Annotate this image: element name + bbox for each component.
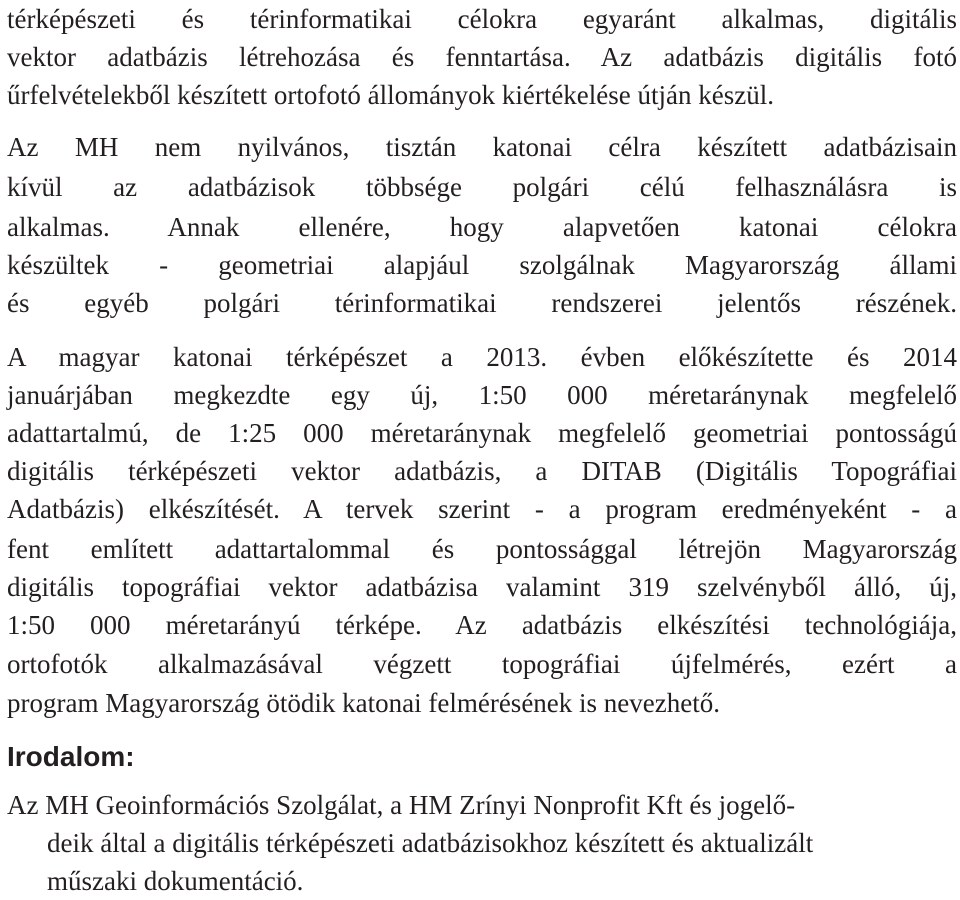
body-line-13: Adatbázis) elkészítését. A tervek szerint - a program eredményeként - a xyxy=(7,494,957,524)
body-line-10: januárjában megkezdte egy új, 1:50 000 méretaránynak megfelelő xyxy=(7,380,957,410)
body-line-7: készültek - geometriai alapjául szolgálnak Magyarország állami xyxy=(7,250,957,280)
body-line-8: és egyéb polgári térinformatikai rendszerei jelentős részének. xyxy=(7,288,957,318)
references-heading: Irodalom: xyxy=(7,741,135,772)
body-line-4: Az MH nem nyilvános, tisztán katonai célra készített adatbázisain xyxy=(7,132,957,162)
body-line-18: program Magyarország ötödik katonai felmérésének is nevezhető. xyxy=(7,688,720,718)
body-line-6: alkalmas. Annak ellenére, hogy alapvetően katonai célokra xyxy=(7,212,957,242)
body-line-12: digitális térképészeti vektor adatbázis, a DITAB (Digitális Topográfiai xyxy=(7,456,957,486)
body-line-14: fent említett adattartalommal és pontossággal létrejön Magyarország xyxy=(7,534,957,564)
body-line-15: digitális topográfiai vektor adatbázisa valamint 319 szelvényből álló, új, xyxy=(7,572,957,602)
body-line-11: adattartalmú, de 1:25 000 méretaránynak megfelelő geometriai pontosságú xyxy=(7,418,957,448)
reference-line-2: deik által a digitális térképészeti adatbázisokhoz készített és aktualizált xyxy=(47,828,814,858)
reference-line-3: műszaki dokumentáció. xyxy=(47,866,304,896)
body-line-2: vektor adatbázis létrehozása és fenntartása. Az adatbázis digitális fotó xyxy=(7,42,957,72)
body-line-5: kívül az adatbázisok többsége polgári célú felhasználásra is xyxy=(7,172,957,202)
body-line-17: ortofotók alkalmazásával végzett topográfiai újfelmérés, ezért a xyxy=(7,649,957,679)
body-line-9: A magyar katonai térképészet a 2013. évben előkészítette és 2014 xyxy=(7,342,957,372)
body-line-3: űrfelvételekből készített ortofotó állományok kiértékelése útján készül. xyxy=(7,80,774,110)
body-line-16: 1:50 000 méretarányú térképe. Az adatbázis elkészítési technológiája, xyxy=(7,610,957,640)
reference-line-1: Az MH Geoinformációs Szolgálat, a HM Zrínyi Nonprofit Kft és jogelő- xyxy=(7,790,796,820)
body-line-1: térképészeti és térinformatikai célokra egyaránt alkalmas, digitális xyxy=(7,4,957,34)
